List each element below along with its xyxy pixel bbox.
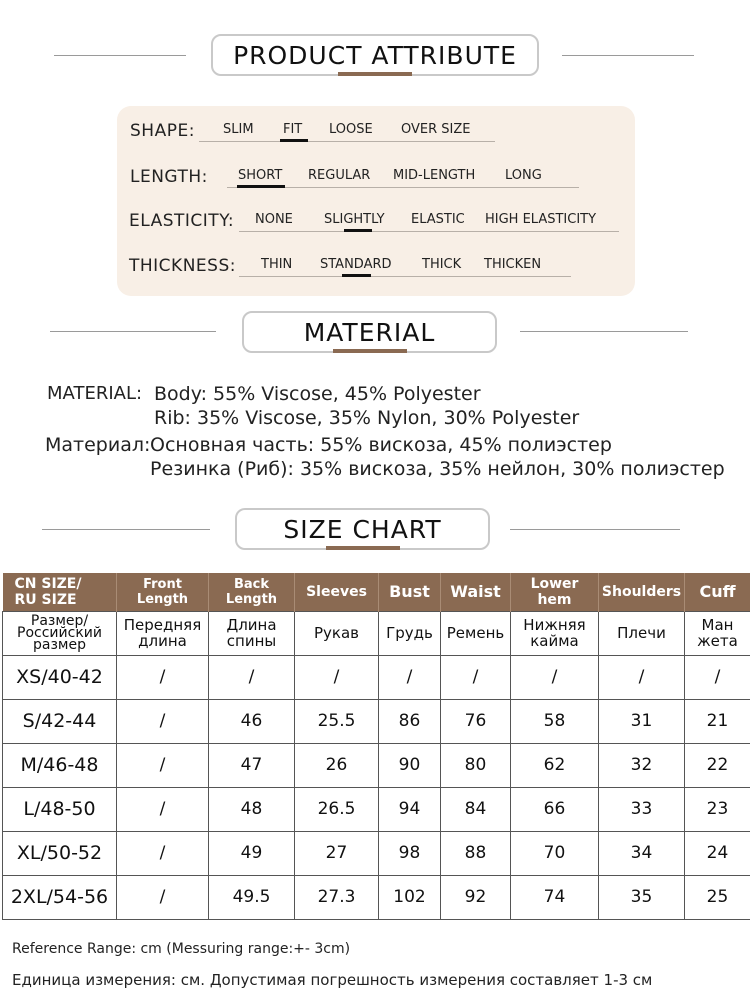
table-row	[3, 831, 750, 875]
divider-line	[562, 55, 694, 56]
measurement-cell: 32	[599, 743, 685, 787]
measurement-cell: 66	[511, 787, 599, 831]
measurement-cell: 76	[441, 699, 511, 743]
material-label-en: MATERIAL:	[47, 383, 143, 404]
measurement-cell: 98	[379, 831, 441, 875]
col-header-ru: Нижняя кайма	[511, 611, 599, 655]
measurement-cell: /	[117, 787, 209, 831]
measurement-cell: 86	[379, 699, 441, 743]
col-header-ru: Длина спины	[209, 611, 295, 655]
material-body-ru: Основная часть: 55% вискоза, 45% полиэстер	[150, 434, 612, 456]
measurement-cell: 27.3	[295, 875, 379, 919]
measurement-cell: /	[117, 875, 209, 919]
measurement-cell: 84	[441, 787, 511, 831]
table-row	[3, 875, 750, 919]
section-title-text: PRODUCT ATTRIBUTE	[233, 40, 517, 70]
col-header: Lower hem	[511, 573, 599, 611]
measurement-cell: /	[511, 655, 599, 699]
measurement-cell: 49.5	[209, 875, 295, 919]
attr-option: SLIM	[223, 122, 254, 137]
attribute-panel	[117, 106, 635, 296]
divider-line	[520, 331, 688, 332]
attr-underline	[199, 141, 495, 142]
attr-option: STANDARD	[320, 257, 392, 272]
table-row	[3, 655, 750, 699]
measurement-cell: 33	[599, 787, 685, 831]
col-header-cn-size: CN SIZE/ RU SIZE	[3, 573, 117, 611]
measurement-cell: 46	[209, 699, 295, 743]
size-name-cell: 2XL/54-56	[3, 875, 117, 919]
title-accent-bar	[338, 72, 412, 76]
col-header-ru: Размер/ Российский размер	[3, 611, 117, 655]
attr-label-length: LENGTH:	[130, 167, 208, 187]
measurement-cell: 49	[209, 831, 295, 875]
table-row	[3, 743, 750, 787]
header-row-ru	[3, 611, 750, 655]
divider-line	[50, 331, 216, 332]
divider-line	[510, 529, 680, 530]
size-chart-table	[2, 573, 750, 920]
col-header: Front Length	[117, 573, 209, 611]
measurement-cell: /	[599, 655, 685, 699]
measurement-cell: 35	[599, 875, 685, 919]
table-row	[3, 699, 750, 743]
measurement-cell: 90	[379, 743, 441, 787]
attr-option: OVER SIZE	[401, 122, 471, 137]
attr-underline	[239, 276, 571, 277]
selected-marker	[237, 185, 285, 188]
col-header: Bust	[379, 573, 441, 611]
attr-option: FIT	[283, 122, 303, 137]
measurement-cell: /	[685, 655, 750, 699]
size-name-cell: XL/50-52	[3, 831, 117, 875]
size-name-cell: S/42-44	[3, 699, 117, 743]
divider-line	[42, 529, 210, 530]
measurement-cell: 24	[685, 831, 750, 875]
measurement-cell: 94	[379, 787, 441, 831]
measurement-cell: /	[209, 655, 295, 699]
measurement-cell: 80	[441, 743, 511, 787]
size-name-cell: XS/40-42	[3, 655, 117, 699]
section-title-text: MATERIAL	[303, 317, 436, 347]
measurement-cell: 27	[295, 831, 379, 875]
col-header-ru: Рукав	[295, 611, 379, 655]
table-row	[3, 787, 750, 831]
measurement-cell: 34	[599, 831, 685, 875]
measurement-cell: 47	[209, 743, 295, 787]
measurement-cell: 70	[511, 831, 599, 875]
measurement-cell: 25.5	[295, 699, 379, 743]
measurement-cell: 31	[599, 699, 685, 743]
material-body-en: Body: 55% Viscose, 45% Polyester	[154, 383, 481, 405]
attr-option: MID-LENGTH	[393, 168, 476, 183]
measurement-cell: 102	[379, 875, 441, 919]
attr-option: REGULAR	[308, 168, 371, 183]
col-header: Cuff	[685, 573, 750, 611]
material-label-ru: Материал:	[45, 434, 151, 456]
attr-option: HIGH ELASTICITY	[485, 212, 597, 227]
measurement-cell: /	[117, 699, 209, 743]
attr-label-elasticity: ELASTICITY:	[129, 211, 235, 231]
attr-option: THIN	[261, 257, 293, 272]
measurement-cell: /	[117, 655, 209, 699]
title-accent-bar	[333, 349, 407, 353]
attr-option: THICKEN	[484, 257, 542, 272]
size-name-cell: L/48-50	[3, 787, 117, 831]
col-header-ru: Ремень	[441, 611, 511, 655]
attr-option: NONE	[255, 212, 293, 227]
attr-option: LONG	[505, 168, 542, 183]
col-header: Waist	[441, 573, 511, 611]
measurement-cell: 48	[209, 787, 295, 831]
reference-range-en: Reference Range: cm (Messuring range:+- 3cm)	[12, 941, 351, 957]
measurement-cell: 21	[685, 699, 750, 743]
measurement-cell: 22	[685, 743, 750, 787]
measurement-cell: /	[379, 655, 441, 699]
measurement-cell: 74	[511, 875, 599, 919]
col-header: Back Length	[209, 573, 295, 611]
measurement-cell: /	[295, 655, 379, 699]
size-name-cell: M/46-48	[3, 743, 117, 787]
col-header-ru: Грудь	[379, 611, 441, 655]
attr-label-thickness: THICKNESS:	[129, 256, 236, 276]
measurement-cell: 92	[441, 875, 511, 919]
attr-option: SHORT	[238, 168, 283, 183]
material-title	[242, 311, 497, 353]
title-accent-bar	[326, 546, 400, 550]
measurement-cell: 26	[295, 743, 379, 787]
product-attribute-title	[211, 34, 539, 76]
attr-option: ELASTIC	[411, 212, 465, 227]
measurement-cell: 26.5	[295, 787, 379, 831]
attr-option: SLIGHTLY	[324, 212, 385, 227]
measurement-cell: 58	[511, 699, 599, 743]
col-header-ru: Передняя длина	[117, 611, 209, 655]
measurement-cell: 25	[685, 875, 750, 919]
material-rib-en: Rib: 35% Viscose, 35% Nylon, 30% Polyester	[154, 407, 580, 429]
attr-option: THICK	[422, 257, 462, 272]
reference-range-ru: Единица измерения: см. Допустимая погрешность измерения составляет 1-3 см	[12, 971, 653, 989]
measurement-cell: 88	[441, 831, 511, 875]
measurement-cell: 23	[685, 787, 750, 831]
col-header: Shoulders	[599, 573, 685, 611]
selected-marker	[344, 229, 372, 232]
measurement-cell: /	[441, 655, 511, 699]
measurement-cell: /	[117, 743, 209, 787]
col-header-ru: Плечи	[599, 611, 685, 655]
attr-label-shape: SHAPE:	[130, 121, 195, 141]
measurement-cell: /	[117, 831, 209, 875]
measurement-cell: 62	[511, 743, 599, 787]
size-chart-title	[235, 508, 490, 550]
selected-marker	[342, 274, 371, 277]
attr-underline	[239, 231, 619, 232]
selected-marker	[280, 139, 308, 142]
material-rib-ru: Резинка (Риб): 35% вискоза, 35% нейлон, 30% полиэстер	[150, 458, 725, 480]
header-row-en	[3, 573, 750, 611]
attr-option: LOOSE	[329, 122, 373, 137]
divider-line	[54, 55, 186, 56]
section-title-text: SIZE CHART	[283, 514, 442, 544]
col-header-ru: Ман жета	[685, 611, 750, 655]
col-header: Sleeves	[295, 573, 379, 611]
